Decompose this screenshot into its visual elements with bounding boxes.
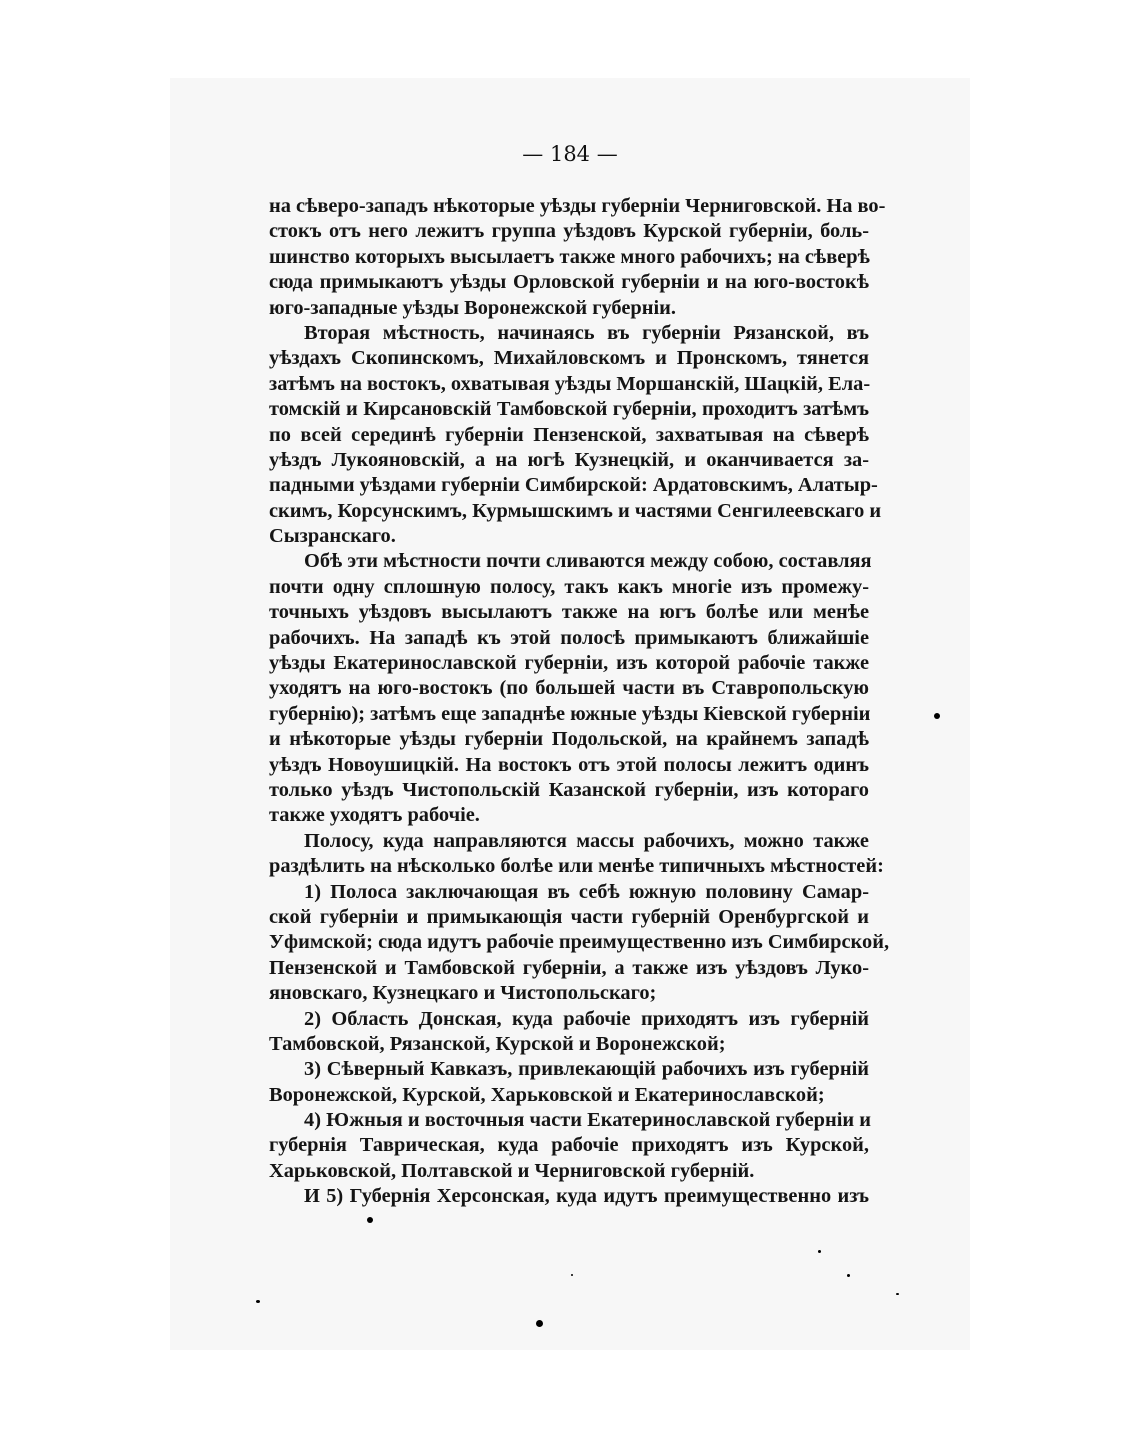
text-line: только уѣздъ Чистопольскій Казанской губерніи, изъ котораго [269,778,869,801]
text-line: по всей серединѣ губерніи Пензенской, захватывая на сѣверѣ [269,423,869,446]
scan-speck [934,713,940,719]
scan-speck [367,1217,373,1223]
text-line: ской губерніи и примыкающія части губерній Оренбургской и [269,905,869,928]
text-line: уѣздъ Лукояновскій, а на югѣ Кузнецкій, и оканчивается за- [269,448,869,471]
text-line: падными уѣздами губерніи Симбирской: Ардатовскимъ, Алатыр- [269,474,878,497]
paragraph-start-line: Обѣ эти мѣстности почти сливаются между собою, составляя [304,550,872,573]
text-line: также уходятъ рабочіе. [269,804,480,827]
list-item-line: И 5) Губернія Херсонская, куда идутъ преимущественно изъ [304,1185,869,1208]
text-line: уѣздахъ Скопинскомъ, Михайловскомъ и Пронскомъ, тянется [269,347,869,370]
scan-speck [847,1274,850,1277]
text-line: рабочихъ. На западѣ къ этой полосѣ примыкаютъ ближайшіе [269,626,869,649]
scan-speck [896,1293,899,1295]
text-line: уѣздъ Новоушицкій. На востокъ отъ этой полосы лежитъ одинъ [269,753,869,776]
text-line: шинство которыхъ высылаетъ также много рабочихъ; на сѣверѣ [269,245,870,268]
text-line: яновскаго, Кузнецкаго и Чистопольскаго; [269,982,657,1005]
text-line: Сызранскаго. [269,525,396,548]
text-line: губернія Таврическая, куда рабочіе приходятъ изъ Курской, [269,1134,869,1157]
list-item-line: 2) Область Донская, куда рабочіе приходятъ изъ губерній [304,1007,869,1030]
body-text [269,194,890,1210]
text-line: точныхъ уѣздовъ высылаютъ также на югъ болѣе или менѣе [269,601,869,624]
text-line: Воронежской, Курской, Харьковской и Екатеринославской; [269,1083,825,1106]
text-line: Уфимской; сюда идутъ рабочіе преимущественно изъ Симбирской, [269,931,890,954]
text-line: сюда примыкаютъ уѣзды Орловской губерніи и на юго-востокѣ [269,271,869,294]
text-line: Харьковской, Полтавской и Черниговской губерній. [269,1159,755,1182]
text-line: раздѣлить на нѣсколько болѣе или менѣе типичныхъ мѣстностей: [269,855,884,878]
page-number: — 184 — [522,142,618,166]
text-line: юго-западные уѣзды Воронежской губерніи. [269,296,676,319]
text-line: затѣмъ на востокъ, охватывая уѣзды Моршанскій, Шацкій, Ела- [269,372,871,395]
list-item-line: 1) Полоса заключающая въ себѣ южную половину Самар- [304,880,869,903]
text-line: Тамбовской, Рязанской, Курской и Воронежской; [269,1032,726,1055]
scan-speck [818,1250,821,1253]
scan-speck [536,1320,543,1327]
text-line: на сѣверо-западъ нѣкоторые уѣзды губерніи Черниговской. На во- [269,195,886,217]
text-line: скимъ, Корсунскимъ, Курмышскимъ и частями Сенгилеевскаго и [269,499,882,522]
text-line: стокъ отъ него лежитъ группа уѣздовъ Курской губерніи, боль- [269,220,869,243]
text-line: уѣзды Екатеринославской губерніи, изъ которой рабочіе также [269,652,869,675]
scan-speck [256,1300,260,1303]
list-item-line: 3) Сѣверный Кавказъ, привлекающій рабочихъ изъ губерній [304,1058,869,1081]
paragraph-start-line: Полосу, куда направляются массы рабочихъ, можно также [304,829,869,852]
paragraph-start-line: Вторая мѣстность, начинаясь въ губерніи Рязанской, въ [304,321,869,344]
text-line: Пензенской и Тамбовской губерніи, а также изъ уѣздовъ Луко- [269,956,869,979]
text-line: уходятъ на юго-востокъ (по большей части въ Ставропольскую [269,677,869,700]
list-item-line: 4) Южныя и восточныя части Екатеринославской губерніи и [304,1109,871,1132]
text-line: почти одну сплошную полосу, такъ какъ многіе изъ промежу- [269,575,869,598]
scan-speck [571,1274,573,1276]
text-line: губернію); затѣмъ еще западнѣе южные уѣзды Кіевской губерніи [269,702,871,725]
text-line: томскій и Кирсановскій Тамбовской губерніи, проходитъ затѣмъ [269,398,869,421]
text-line: и нѣкоторые уѣзды губерніи Подольской, на крайнемъ западѣ [269,728,869,751]
